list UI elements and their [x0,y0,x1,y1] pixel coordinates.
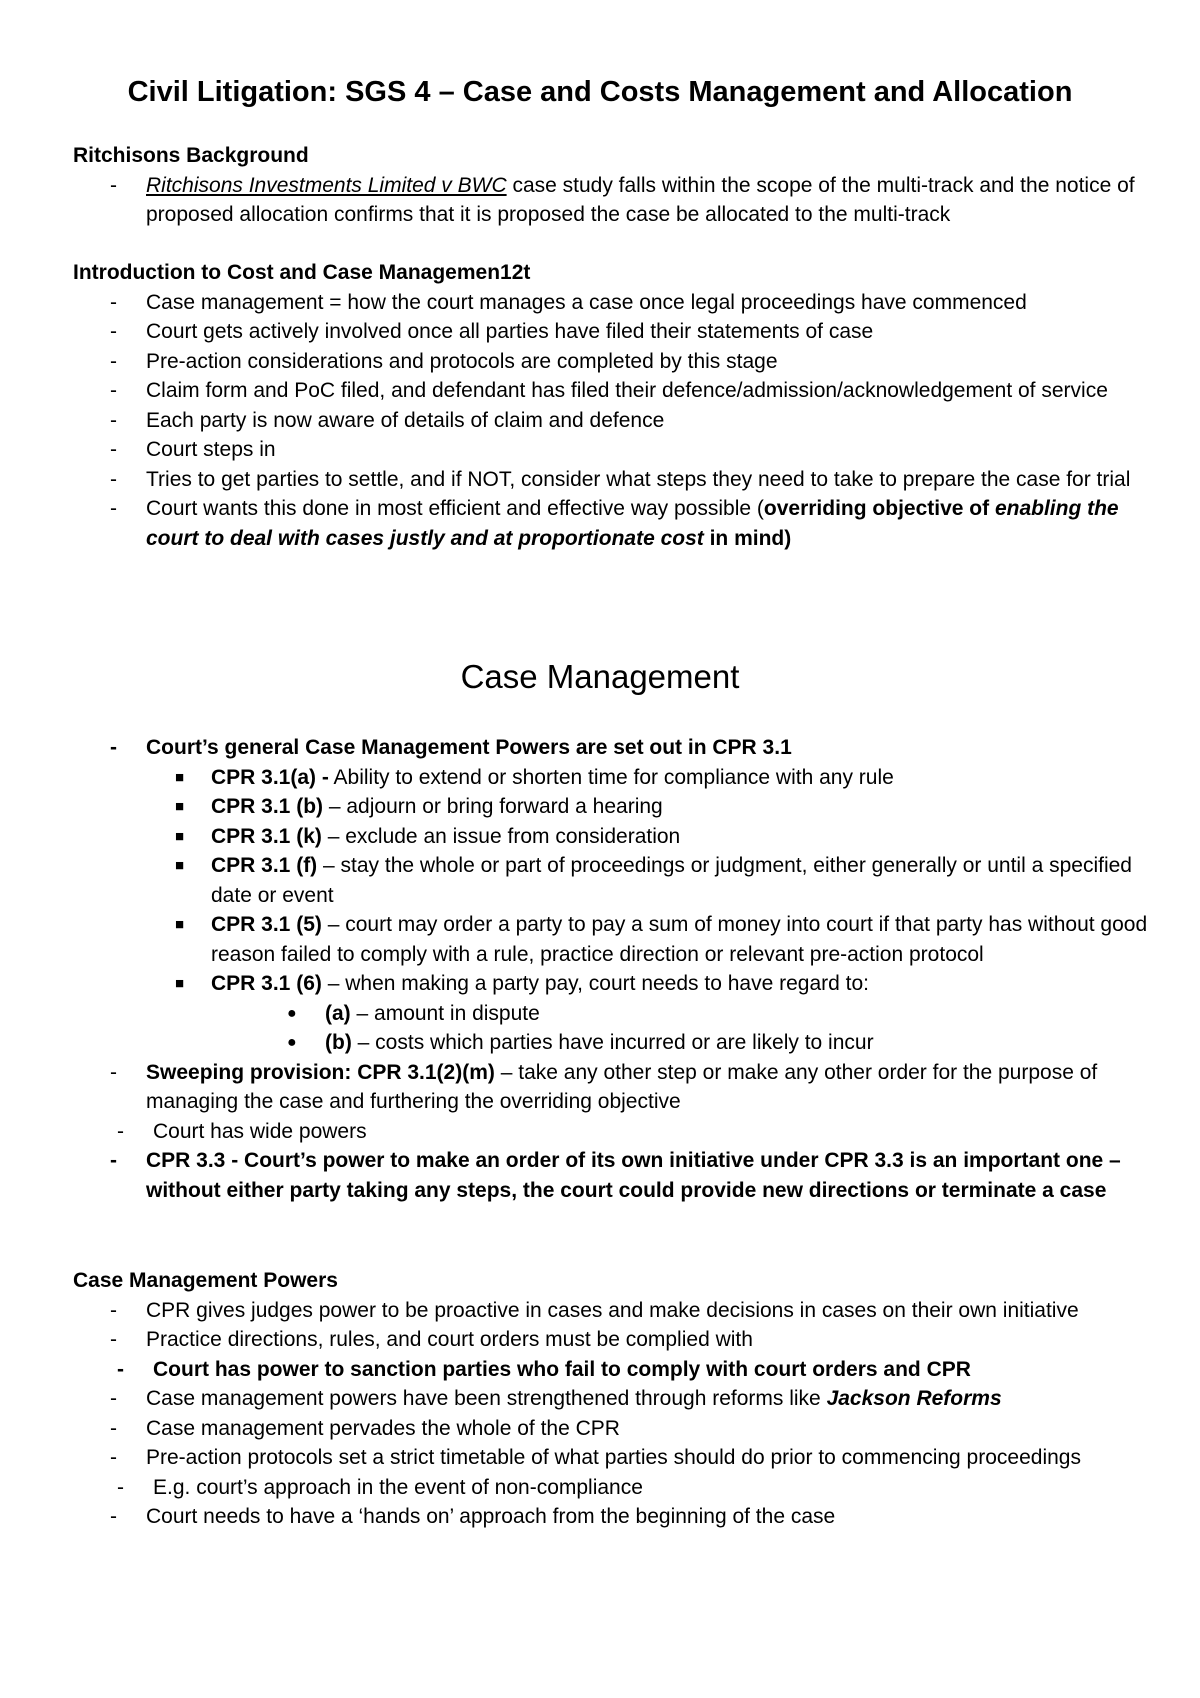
section-heading-cm-powers: Case Management Powers [73,1269,338,1292]
list-item: - Court steps in [73,435,1153,465]
dash-bullet-icon: - [110,1149,117,1172]
dash-bullet-icon: - [110,320,117,343]
square-bullet-icon: ■ [175,798,185,815]
list-item: - Court wants this done in most efficient and effective way possible (overriding objective of enabling the court to deal with cases justly and at proportionate cost in mind) [73,494,1153,553]
dash-bullet-icon: - [110,1328,117,1351]
list-item: ■ CPR 3.1 (5) – court may order a party to pay a sum of money into court if that party has without good reason failed to comply with a rule, practice direction or relevant pre-action protocol [73,910,1153,969]
page-title: Civil Litigation: SGS 4 – Case and Costs Management and Allocation [127,76,1073,108]
dash-bullet-icon: - [110,290,117,314]
list-item: - Sweeping provision: CPR 3.1(2)(m) – take any other step or make any other order for the purpose of managing the case and furthering the overriding objective [73,1058,1153,1117]
dash-bullet-icon: - [110,438,117,461]
dash-bullet-icon: - [117,1357,124,1381]
list-item: - Practice directions, rules, and court orders must be complied with [73,1325,1153,1355]
list-item: - Ritchisons Investments Limited v BWC case study falls within the scope of the multi-track and the notice of proposed allocation confirms that it is proposed the case be allocated to the multi-track [73,171,1153,230]
dash-bullet-icon: - [110,1387,117,1410]
square-bullet-icon: ■ [175,768,185,786]
dash-bullet-icon: - [110,1060,117,1084]
section-case-management [73,733,1153,1205]
list-item: - Court gets actively involved once all parties have filed their statements of case [73,317,1153,347]
dash-bullet-icon: - [110,1446,117,1469]
list-item: - Court needs to have a ‘hands on’ approach from the beginning of the case [73,1502,1153,1532]
section-cm-powers [73,1266,1153,1532]
list-item: - Pre-action protocols set a strict timetable of what parties should do prior to commencing proceedings [73,1443,1153,1473]
list-item: - CPR 3.3 - Court’s power to make an order of its own initiative under CPR 3.3 is an important one – without either party taking any steps, the court could provide new directions or terminate a case [73,1146,1153,1205]
list-item: ■ CPR 3.1 (6) – when making a party pay, court needs to have regard to: [73,969,1153,999]
dash-bullet-icon: - [110,736,117,759]
list-item: - Tries to get parties to settle, and if NOT, consider what steps they need to take to prepare the case for trial [73,465,1153,495]
dot-bullet-icon: ● [287,1004,297,1022]
list-item: - Court has power to sanction parties who fail to comply with court orders and CPR [73,1355,1153,1385]
list-item: - Court has wide powers [73,1117,1153,1147]
section-heading-case-management: Case Management [460,658,740,695]
dash-bullet-icon: - [110,349,117,373]
dash-bullet-icon: - [110,497,117,520]
list-item: - Court’s general Case Management Powers are set out in CPR 3.1 [73,733,1153,763]
section-background [73,141,1153,230]
list-item: ■ CPR 3.1 (b) – adjourn or bring forward a hearing [73,792,1153,822]
square-bullet-icon: ■ [175,857,185,874]
list-item: - E.g. court’s approach in the event of non-compliance [73,1473,1153,1503]
dash-bullet-icon: - [110,1298,117,1322]
list-item: - Case management = how the court manages a case once legal proceedings have commenced [73,288,1153,318]
dash-bullet-icon: - [117,1475,124,1499]
dash-bullet-icon: - [110,379,117,402]
list-item: ● (a) – amount in dispute [73,999,1153,1029]
section-heading-background: Ritchisons Background [73,144,309,167]
list-item: - Case management powers have been strengthened through reforms like Jackson Reforms [73,1384,1153,1414]
case-management-list [73,733,1153,1205]
list-item: ● (b) – costs which parties have incurred or are likely to incur [73,1028,1153,1058]
list-item: - Pre-action considerations and protocols are completed by this stage [73,347,1153,377]
section-heading-intro: Introduction to Cost and Case Managemen12t [73,261,531,284]
list-item: - CPR gives judges power to be proactive in cases and make decisions in cases on their own initiative [73,1296,1153,1326]
square-bullet-icon: ■ [175,827,185,845]
dash-bullet-icon: - [110,1416,117,1440]
dash-bullet-icon: - [117,1119,124,1143]
intro-list [73,288,1153,554]
dash-bullet-icon: - [110,173,117,197]
square-bullet-icon: ■ [175,975,185,992]
dot-bullet-icon: ● [287,1034,297,1051]
list-item: - Case management pervades the whole of the CPR [73,1414,1153,1444]
list-item: ■ CPR 3.1(a) - Ability to extend or shorten time for compliance with any rule [73,763,1153,793]
list-item: - Each party is now aware of details of claim and defence [73,406,1153,436]
list-item: ■ CPR 3.1 (k) – exclude an issue from consideration [73,822,1153,852]
case-name: Ritchisons Investments Limited v BWC [146,173,507,197]
list-item: - Claim form and PoC filed, and defendant has filed their defence/admission/acknowledgement of service [73,376,1153,406]
cm-powers-list [73,1296,1153,1532]
dash-bullet-icon: - [110,467,117,491]
square-bullet-icon: ■ [175,916,185,933]
background-list [73,171,1153,230]
section-intro [73,258,1153,553]
dash-bullet-icon: - [110,408,117,432]
dash-bullet-icon: - [110,1505,117,1528]
list-item: ■ CPR 3.1 (f) – stay the whole or part of proceedings or judgment, either generally or until a specified date or event [73,851,1153,910]
